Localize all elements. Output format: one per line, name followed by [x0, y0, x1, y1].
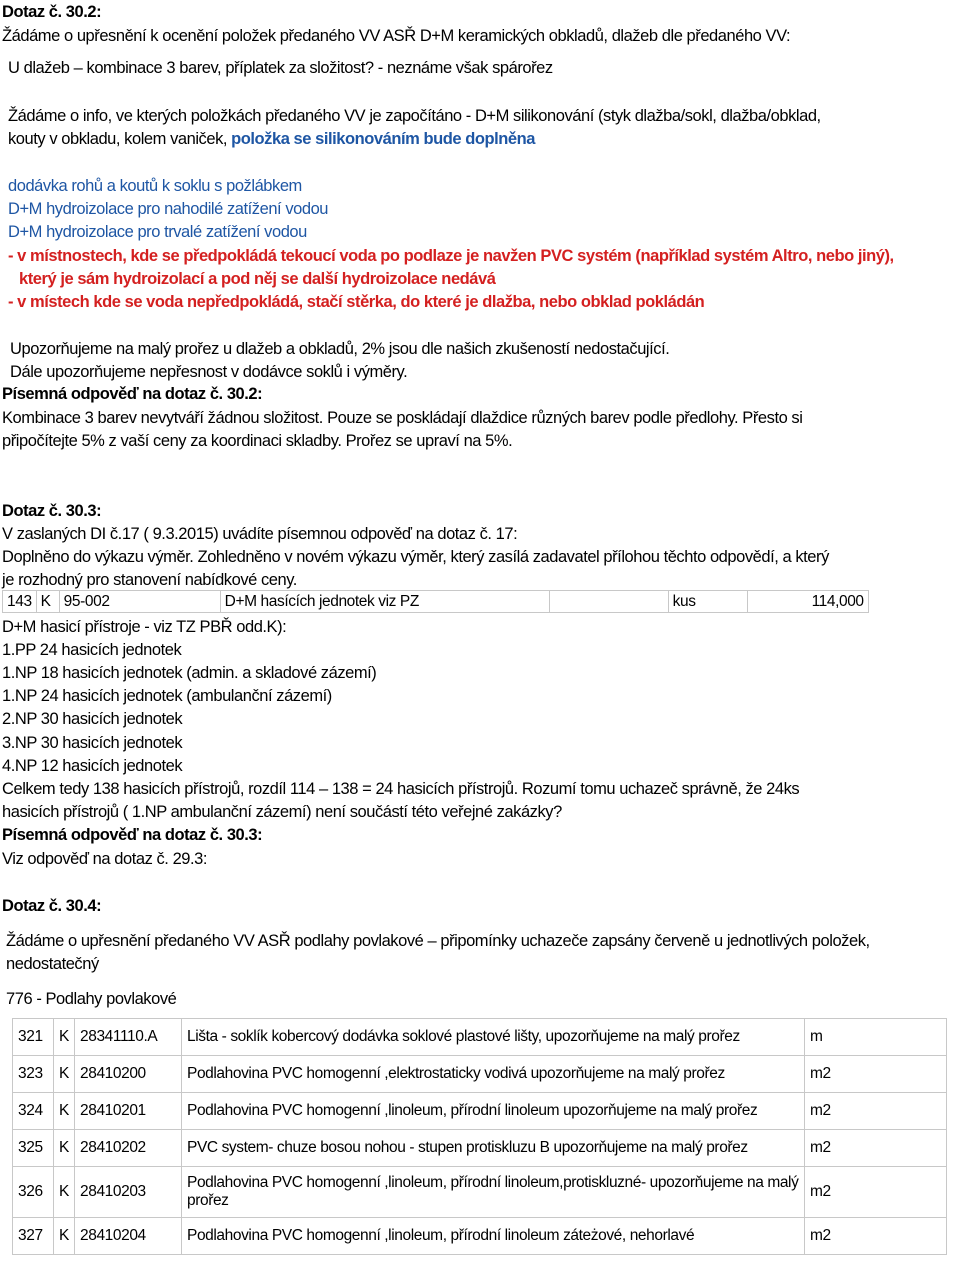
table-row — [3, 591, 869, 613]
table-row — [13, 1167, 947, 1218]
table-cell: m2 — [805, 1167, 947, 1218]
q303-table — [2, 590, 869, 613]
list-item: 1.NP 24 hasicích jednotek (ambulanční zázemí) — [2, 687, 332, 705]
table-cell: 143 — [3, 591, 37, 613]
q303-answer: Viz odpověď na dotaz č. 29.3: — [2, 850, 208, 868]
table-cell: K — [54, 1167, 75, 1218]
table-cell: kus — [668, 591, 747, 613]
table-cell: K — [54, 1130, 75, 1167]
table-cell: m2 — [805, 1093, 947, 1130]
table-cell: 323 — [13, 1056, 54, 1093]
q302-text — [8, 129, 535, 149]
table-cell: 28410201 — [75, 1093, 182, 1130]
table-cell: 326 — [13, 1167, 54, 1218]
list-item: D+M hasicí přístroje - viz TZ PBŘ odd.K): — [2, 618, 287, 636]
list-item: 1.PP 24 hasicích jednotek — [2, 641, 182, 659]
table-cell: 28410200 — [75, 1056, 182, 1093]
list-item: Celkem tedy 138 hasicích přístrojů, rozdíl 114 – 138 = 24 hasicích přístrojů. Rozumí tomu uchazeč správně, že 24ks — [2, 780, 800, 798]
table-cell: m2 — [805, 1218, 947, 1255]
q304-table — [12, 1018, 947, 1255]
table-cell: m2 — [805, 1130, 947, 1167]
list-item: 1.NP 18 hasicích jednotek (admin. a skladové zázemí) — [2, 664, 377, 682]
table-cell: 114,000 — [747, 591, 868, 613]
q302-text: Dále upozorňujeme nepřesnost v dodávce soklů i výměry. — [10, 363, 408, 381]
table-cell: 325 — [13, 1130, 54, 1167]
list-item: 4.NP 12 hasicích jednotek — [2, 757, 183, 775]
table-cell: 28410202 — [75, 1130, 182, 1167]
q302-text: Žádáme o upřesnění k ocenění položek předaného VV ASŘ D+M keramických obkladů, dlažeb dle předaného VV: — [2, 27, 791, 45]
table-cell: 28341110.A — [75, 1019, 182, 1056]
q302-text: Upozorňujeme na malý prořez u dlažeb a obkladů, 2% jsou dle našich zkušeností nedostačující. — [10, 340, 670, 358]
table-cell: Podlahovina PVC homogenní ,elektrostaticky vodivá upozorňujeme na malý prořez — [182, 1056, 805, 1093]
table-row — [13, 1130, 947, 1167]
table-cell: 327 — [13, 1218, 54, 1255]
q302-answer-heading: Písemná odpověď na dotaz č. 30.2: — [2, 385, 263, 403]
q302-text-part: kouty v obkladu, kolem vaniček, — [8, 130, 232, 148]
q303-answer-heading: Písemná odpověď na dotaz č. 30.3: — [2, 826, 263, 844]
table-cell: K — [54, 1093, 75, 1130]
q302-answer: připočítejte 5% z vaší ceny za koordinaci skladby. Prořez se upraví na 5%. — [2, 432, 513, 450]
table-cell: 95-002 — [59, 591, 220, 613]
table-cell: 321 — [13, 1019, 54, 1056]
q304-text: nedostatečný — [6, 955, 99, 973]
q302-blue-text: dodávka rohů a koutů k soklu s požlábkem — [8, 177, 302, 195]
table-cell: 28410203 — [75, 1167, 182, 1218]
table-cell: 28410204 — [75, 1218, 182, 1255]
table-cell: D+M hasících jednotek viz PZ — [220, 591, 549, 613]
table-cell: Lišta - soklík kobercový dodávka soklové plastové lišty, upozorňujeme na malý prořez — [182, 1019, 805, 1056]
table-cell: 324 — [13, 1093, 54, 1130]
table-cell: PVC system- chuze bosou nohou - stupen protiskluzu B upozorňujeme na malý prořez — [182, 1130, 805, 1167]
q302-red-text: - v místnostech, kde se předpokládá tekoucí voda po podlaze je navžen PVC systém (například systém Altro, nebo jiný), — [8, 247, 894, 265]
q303-text: je rozhodný pro stanovení nabídkové ceny. — [2, 571, 297, 589]
table-cell: K — [54, 1218, 75, 1255]
table-cell: K — [54, 1056, 75, 1093]
table-cell: K — [54, 1019, 75, 1056]
q302-blue-text: D+M hydroizolace pro trvalé zatížení vodou — [8, 223, 307, 241]
q302-heading: Dotaz č. 30.2: — [2, 3, 102, 21]
list-item: hasicích přístrojů ( 1.NP ambulanční zázemí) není součástí této veřejné zakázky? — [2, 803, 562, 821]
table-cell: K — [36, 591, 59, 613]
list-item: 2.NP 30 hasicích jednotek — [2, 710, 183, 728]
q304-heading: Dotaz č. 30.4: — [2, 897, 102, 915]
q302-text: Žádáme o info, ve kterých položkách předaného VV je započítáno - D+M silikonování (styk dlažba/sokl, dlažba/obklad, — [8, 107, 821, 125]
q303-text: V zaslaných DI č.17 ( 9.3.2015) uvádíte písemnou odpověď na dotaz č. 17: — [2, 525, 518, 543]
q302-blue-text: D+M hydroizolace pro nahodilé zatížení vodou — [8, 200, 329, 218]
q302-text: U dlažeb – kombinace 3 barev, příplatek za složitost? - neznáme však spárořez — [8, 59, 553, 77]
table-row — [13, 1056, 947, 1093]
table-row — [13, 1093, 947, 1130]
q302-blue-note: položka se silikonováním bude doplněna — [231, 130, 535, 148]
q303-text: Doplněno do výkazu výměr. Zohledněno v novém výkazu výměr, který zasílá zadavatel přílohou těchto odpovědí, a který — [2, 548, 829, 566]
table-cell: Podlahovina PVC homogenní ,linoleum, přírodní linoleum záteżové, nehorlavé — [182, 1218, 805, 1255]
q304-text: Žádáme o upřesnění předaného VV ASŘ podlahy povlakové – připomínky uchazeče zapsány červeně u jednotlivých položek, — [6, 932, 870, 950]
table-row — [13, 1218, 947, 1255]
q304-text: 776 - Podlahy povlakové — [6, 990, 177, 1008]
table-cell: Podlahovina PVC homogenní ,linoleum, přírodní linoleum upozorňujeme na malý prořez — [182, 1093, 805, 1130]
list-item: 3.NP 30 hasicích jednotek — [2, 734, 183, 752]
table-row — [13, 1019, 947, 1056]
table-cell: m2 — [805, 1056, 947, 1093]
q303-heading: Dotaz č. 30.3: — [2, 502, 102, 520]
table-cell — [549, 591, 668, 613]
q302-answer: Kombinace 3 barev nevytváří žádnou složitost. Pouze se poskládají dlaždice různých barev podle předlohy. Přesto si — [2, 409, 803, 427]
table-cell: Podlahovina PVC homogenní ,linoleum, přírodní linoleum,protiskluzné- upozorňujeme na malý prořez — [182, 1167, 805, 1218]
q302-red-text: - v místech kde se voda nepředpokládá, stačí stěrka, do které je dlažba, nebo obklad pokládán — [8, 293, 705, 311]
table-cell: m — [805, 1019, 947, 1056]
q302-red-text: který je sám hydroizolací a pod něj se další hydroizolace nedává — [19, 270, 496, 288]
